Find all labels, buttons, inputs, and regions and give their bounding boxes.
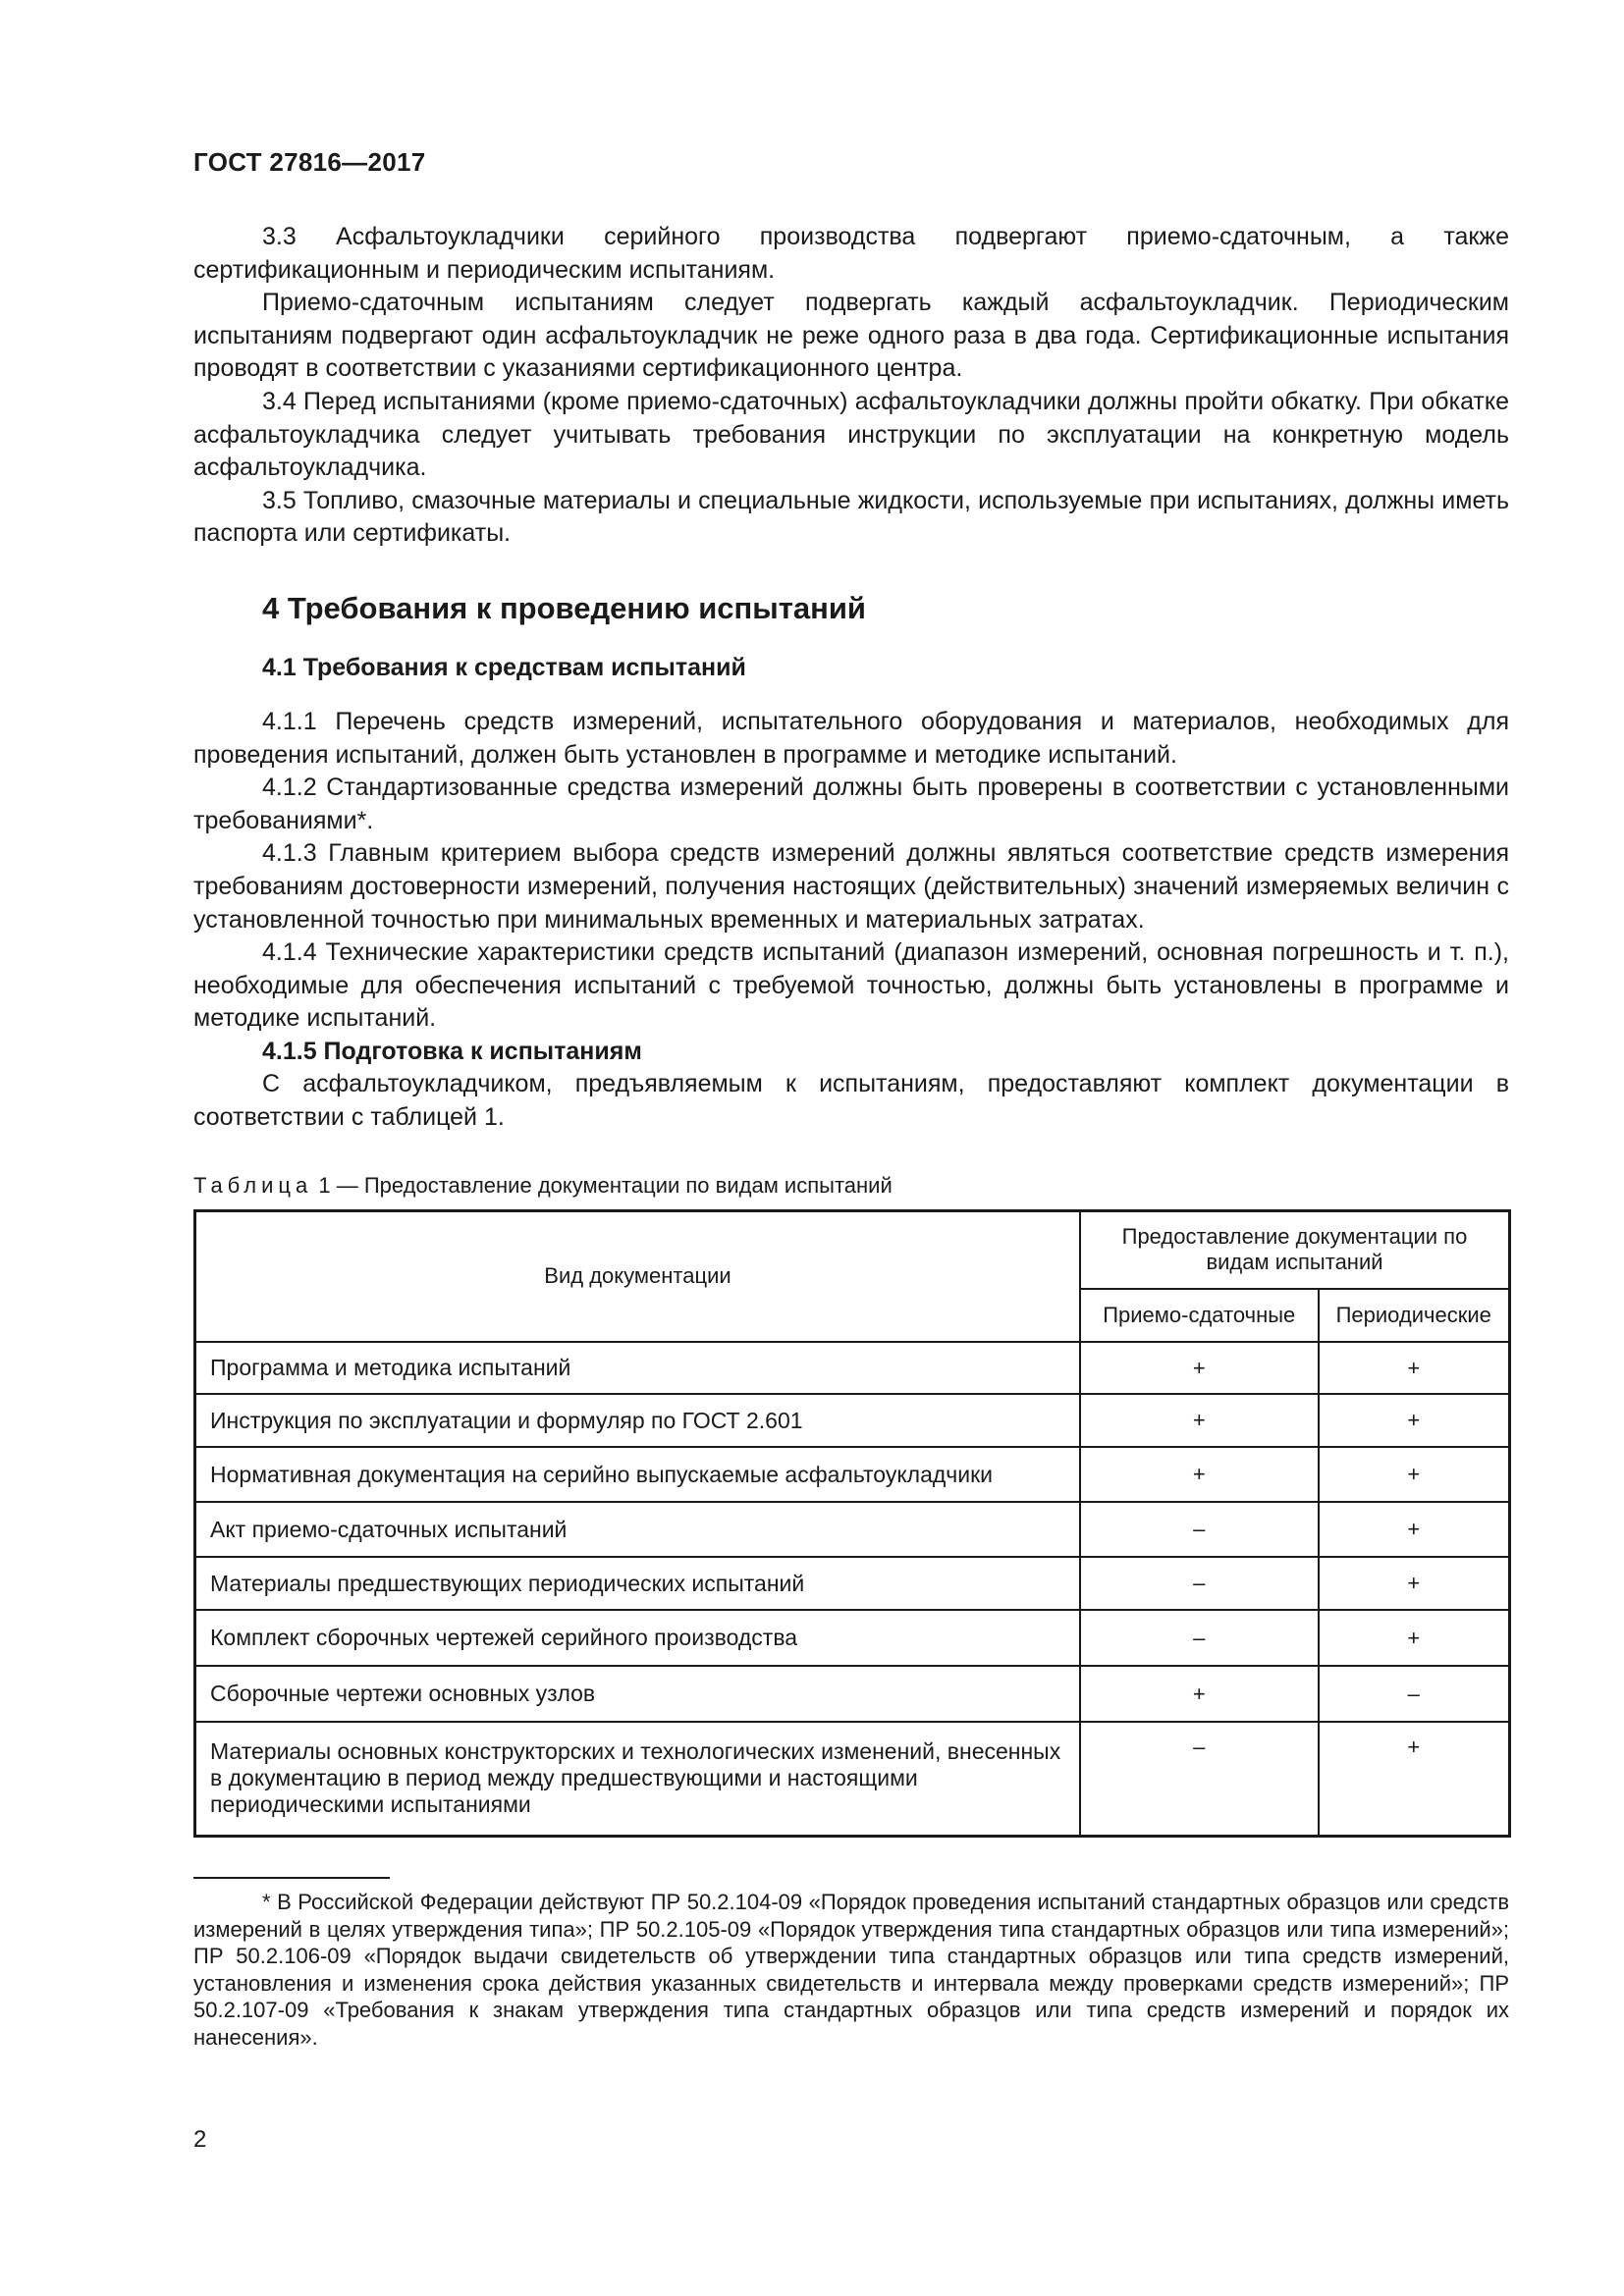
- footnote-divider: [193, 1877, 390, 1879]
- table-row: [195, 1502, 1510, 1557]
- header-doc-type: Вид документации: [195, 1210, 1080, 1342]
- acceptance-mark-cell: –: [1080, 1502, 1319, 1557]
- doc-name-cell: Материалы предшествующих периодических испытаний: [195, 1557, 1080, 1610]
- paragraph-3-4: 3.4 Перед испытаниями (кроме приемо-сдаточных) асфальтоукладчики должны пройти обкатку. При обкатке асфальтоукладчика следует учитывать требования инструкции по эксплуатации на конкретную модель асфальтоукладчика.: [193, 387, 1509, 482]
- documentation-table: [193, 1209, 1511, 1838]
- page-number: 2: [193, 2126, 207, 2153]
- header-acceptance: Приемо-сдаточные: [1080, 1289, 1319, 1342]
- periodic-mark-cell: +: [1319, 1722, 1510, 1836]
- acceptance-mark-cell: –: [1080, 1610, 1319, 1666]
- paragraph-3-5: 3.5 Топливо, смазочные материалы и специальные жидкости, используемые при испытаниях, должны иметь паспорта или сертификаты.: [193, 486, 1509, 548]
- paragraph-4-1-2: 4.1.2 Стандартизованные средства измерений должны быть проверены в соответствии с установленными требованиями*.: [193, 774, 1509, 834]
- paragraph-4-1-4: 4.1.4 Технические характеристики средств испытаний (диапазон измерений, основная погрешность и т. п.), необходимые для обеспечения испытаний с требуемой точностью, должны быть установлены в программе и методике испытаний.: [193, 938, 1509, 1033]
- table-caption: [193, 1172, 1509, 1200]
- periodic-mark-cell: +: [1319, 1502, 1510, 1557]
- header-group: Предоставление документации по видам испытаний: [1080, 1210, 1510, 1289]
- doc-name-cell: Акт приемо-сдаточных испытаний: [195, 1502, 1080, 1557]
- table-caption-text: 1 — Предоставление документации по видам испытаний: [312, 1172, 893, 1198]
- subsection-title: 4.1 Требования к средствам испытаний: [262, 653, 746, 681]
- periodic-mark-cell: +: [1319, 1342, 1510, 1394]
- acceptance-mark-cell: +: [1080, 1666, 1319, 1722]
- table-body: [195, 1342, 1510, 1836]
- document-header: ГОСТ 27816—2017: [193, 147, 426, 177]
- acceptance-mark-cell: –: [1080, 1557, 1319, 1610]
- paragraph-4-1-5: С асфальтоукладчиком, предъявляемым к испытаниям, предоставляют комплект документации в соответствии с таблицей 1.: [193, 1070, 1509, 1132]
- doc-name-cell: Нормативная документация на серийно выпускаемые асфальтоукладчики: [195, 1447, 1080, 1502]
- paragraph-4-1-1: 4.1.1 Перечень средств измерений, испытательного оборудования и материалов, необходимых для проведения испытаний, должен быть установлен в программе и методике испытаний.: [193, 707, 1509, 769]
- table-caption-label: Таблица: [193, 1172, 313, 1198]
- doc-name-cell: Комплект сборочных чертежей серийного производства: [195, 1610, 1080, 1666]
- acceptance-mark-cell: +: [1080, 1394, 1319, 1447]
- item-4-1-5-title: 4.1.5 Подготовка к испытаниям: [262, 1037, 642, 1065]
- table-row: [195, 1557, 1510, 1610]
- document-page: [193, 0, 1509, 2296]
- periodic-mark-cell: +: [1319, 1610, 1510, 1666]
- periodic-mark-cell: +: [1319, 1557, 1510, 1610]
- periodic-mark-cell: +: [1319, 1447, 1510, 1502]
- periodic-mark-cell: –: [1319, 1666, 1510, 1722]
- table-row: [195, 1394, 1510, 1447]
- table-row: [195, 1447, 1510, 1502]
- header-periodic: Периодические: [1319, 1289, 1510, 1342]
- paragraph-acceptance-tests: Приемо-сдаточным испытаниям следует подвергать каждый асфальтоукладчик. Периодическим испытаниям подвергают один асфальтоукладчик не реже одного раза в два года. Сертификационные испытания проводят в соответствии с указаниями сертификационного центра.: [193, 289, 1509, 383]
- paragraph-4-1-3: 4.1.3 Главным критерием выбора средств измерений должны являться соответствие средств измерения требованиям достоверности измерений, получения настоящих (действительных) значений измеряемых величин с установленной точностью при минимальных временных и материальных затратах.: [193, 839, 1509, 934]
- periodic-mark-cell: +: [1319, 1394, 1510, 1447]
- doc-name-cell: Сборочные чертежи основных узлов: [195, 1666, 1080, 1722]
- doc-name-cell: Материалы основных конструкторских и технологических изменений, внесенных в документацию в период между предшествующими и настоящими периодическими испытаниями: [195, 1722, 1080, 1836]
- section-title: 4 Требования к проведению испытаний: [262, 590, 866, 625]
- acceptance-mark-cell: +: [1080, 1447, 1319, 1502]
- footnote: * В Российской Федерации действуют ПР 50.2.104-09 «Порядок проведения испытаний стандартных образцов или средств измерений в целях утверждения типа»; ПР 50.2.105-09 «Порядок утверждения типа стандартных образцов или типа измерений»; ПР 50.2.106-09 «Порядок выдачи свидетельств об утверждении типа стандартных образцов или типа средств измерений, установления и изменения срока действия указанных свидетельств и интервала между проверками средств измерений»; ПР 50.2.107-09 «Требования к знакам утверждения типа стандартных образцов или типа средств измерений и порядок их нанесения».: [193, 1890, 1509, 2050]
- table-row: [195, 1610, 1510, 1666]
- table-row: [195, 1722, 1510, 1836]
- document-body: [193, 221, 1509, 1838]
- acceptance-mark-cell: +: [1080, 1342, 1319, 1394]
- table-row: [195, 1342, 1510, 1394]
- acceptance-mark-cell: –: [1080, 1722, 1319, 1836]
- doc-name-cell: Программа и методика испытаний: [195, 1342, 1080, 1394]
- paragraph-3-3: 3.3 Асфальтоукладчики серийного производства подвергают приемо-сдаточным, а также сертификационным и периодическим испытаниям.: [193, 223, 1509, 284]
- doc-name-cell: Инструкция по эксплуатации и формуляр по ГОСТ 2.601: [195, 1394, 1080, 1447]
- table-row: [195, 1666, 1510, 1722]
